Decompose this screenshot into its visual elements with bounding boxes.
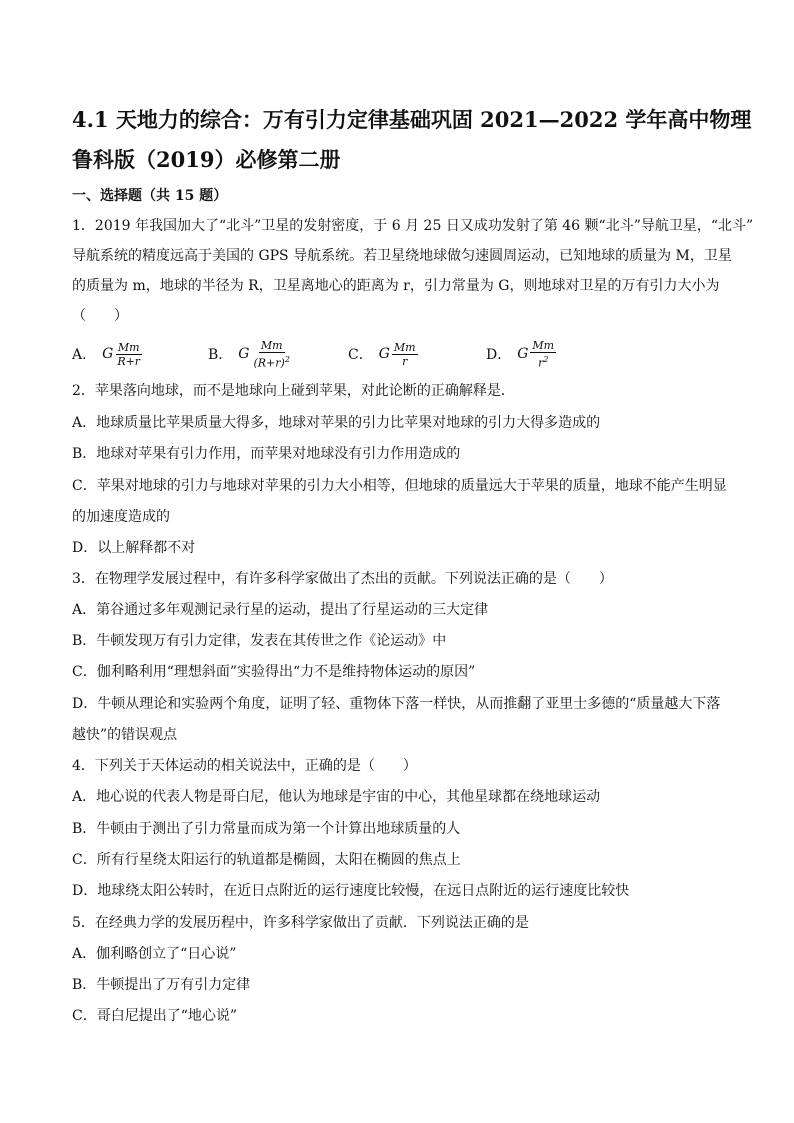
q2-option-d: D．以上解释都不对 [72,540,196,556]
q3-option-b: B．牛顿发现万有引力定律，发表在其传世之作《论运动》中 [72,633,447,649]
fraction-numerator: Mm [260,338,283,352]
q3-option-c: C．伽利略利用“理想斜面”实验得出“力不是维持物体运动的原因” [72,664,476,680]
option-label: D． [486,347,512,363]
fraction-denominator [400,355,409,368]
q1-option-a [72,338,142,370]
gravity-constant: G [238,346,250,362]
q2-option-c-line1: C．苹果对地球的引力与地球对苹果的引力大小相等，但地球的质量远大于苹果的质量，地球不能产生明显 [72,478,727,494]
q3-option-d-line2: 越快”的错误观点 [72,727,178,743]
fraction-numerator: Mm [393,340,416,354]
option-label: C． [348,347,373,363]
q1-line2: 导航系统的精度远高于美国的 GPS 导航系统。若卫星绕地球做匀速圆周运动，已知地球的质量为 M，卫星 [72,248,732,264]
denominator-text: R+r [117,354,141,368]
q5-option-c: C．哥白尼提出了“地心说” [72,1008,238,1024]
q2-option-a: A．地球质量比苹果质量大得多，地球对苹果的引力比苹果对地球的引力大得多造成的 [72,415,601,431]
q3-option-a: A．第谷通过多年观测记录行星的运动，提出了行星运动的三大定律 [72,602,489,618]
denominator-exponent: 2 [284,354,290,364]
fraction-denominator [251,353,291,370]
q1-options [72,338,732,370]
option-label: B． [208,347,233,363]
gravity-constant: G [517,346,529,362]
denominator-exponent: 2 [543,354,549,364]
q1-option-b [208,338,292,370]
fraction-numerator: Mm [117,340,140,354]
fraction-denominator [115,355,142,368]
denominator-text: (R+r) [253,356,285,370]
q2-stem: 2．苹果落向地球，而不是地球向上碰到苹果，对此论断的正确解释是． [72,383,515,399]
gravity-constant: G [378,346,390,362]
q4-option-b: B．牛顿由于测出了引力常量而成为第一个计算出地球质量的人 [72,821,461,837]
section-heading: 一、选择题（共 15 题） [72,188,228,204]
formula-fraction [392,341,418,368]
q5-stem: 5．在经典力学的发展历程中，许多科学家做出了贡献．下列说法正确的是 [72,915,529,931]
fraction-denominator [536,353,550,370]
q1-option-c [348,338,418,370]
q1-line3: 的质量为 m，地球的半径为 R，卫星离地心的距离为 r，引力常量为 G，则地球对卫星的万有引力大小为 [72,278,720,294]
q5-option-a: A．伽利略创立了“日心说” [72,946,237,962]
q3-option-d-line1: D．牛顿从理论和实验两个角度，证明了轻、重物体下落一样快，从而推翻了亚里士多德的“质量越大下落 [72,696,721,712]
q2-option-b: B．地球对苹果有引力作用，而苹果对地球没有引力作用造成的 [72,446,461,462]
denominator-text: r [538,356,544,370]
doc-title-line2: 鲁科版（2019）必修第二册 [72,147,341,172]
q4-option-c: C．所有行星绕太阳运行的轨道都是椭圆，太阳在椭圆的焦点上 [72,852,461,868]
q1-line4: （ ） [72,308,128,324]
doc-title-line1: 4.1 天地力的综合：万有引力定律基础巩固 2021—2022 学年高中物理 [72,107,752,132]
denominator-text: r [402,354,408,368]
q1-option-d [486,338,556,370]
q2-option-c-line2: 的加速度造成的 [72,509,170,525]
q4-option-d: D．地球绕太阳公转时，在近日点附近的运行速度比较慢，在远日点附近的运行速度比较快 [72,883,630,899]
formula-fraction [530,339,556,370]
gravity-constant: G [102,346,114,362]
option-label: A． [72,347,97,363]
formula-fraction [251,339,291,370]
q3-stem: 3．在物理学发展过程中，有许多科学家做出了杰出的贡献。下列说法正确的是（ ） [72,571,613,587]
q5-option-b: B．牛顿提出了万有引力定律 [72,977,251,993]
q4-stem: 4．下列关于天体运动的相关说法中，正确的是（ ） [72,758,417,774]
fraction-numerator: Mm [532,338,555,352]
q4-option-a: A．地心说的代表人物是哥白尼，他认为地球是宇宙的中心，其他星球都在绕地球运动 [72,789,601,805]
q1-line1: 1．2019 年我国加大了“北斗”卫星的发射密度，于 6 月 25 日又成功发射了第 46 颗“北斗”导航卫星，“北斗” [72,218,754,234]
formula-fraction [115,341,142,368]
